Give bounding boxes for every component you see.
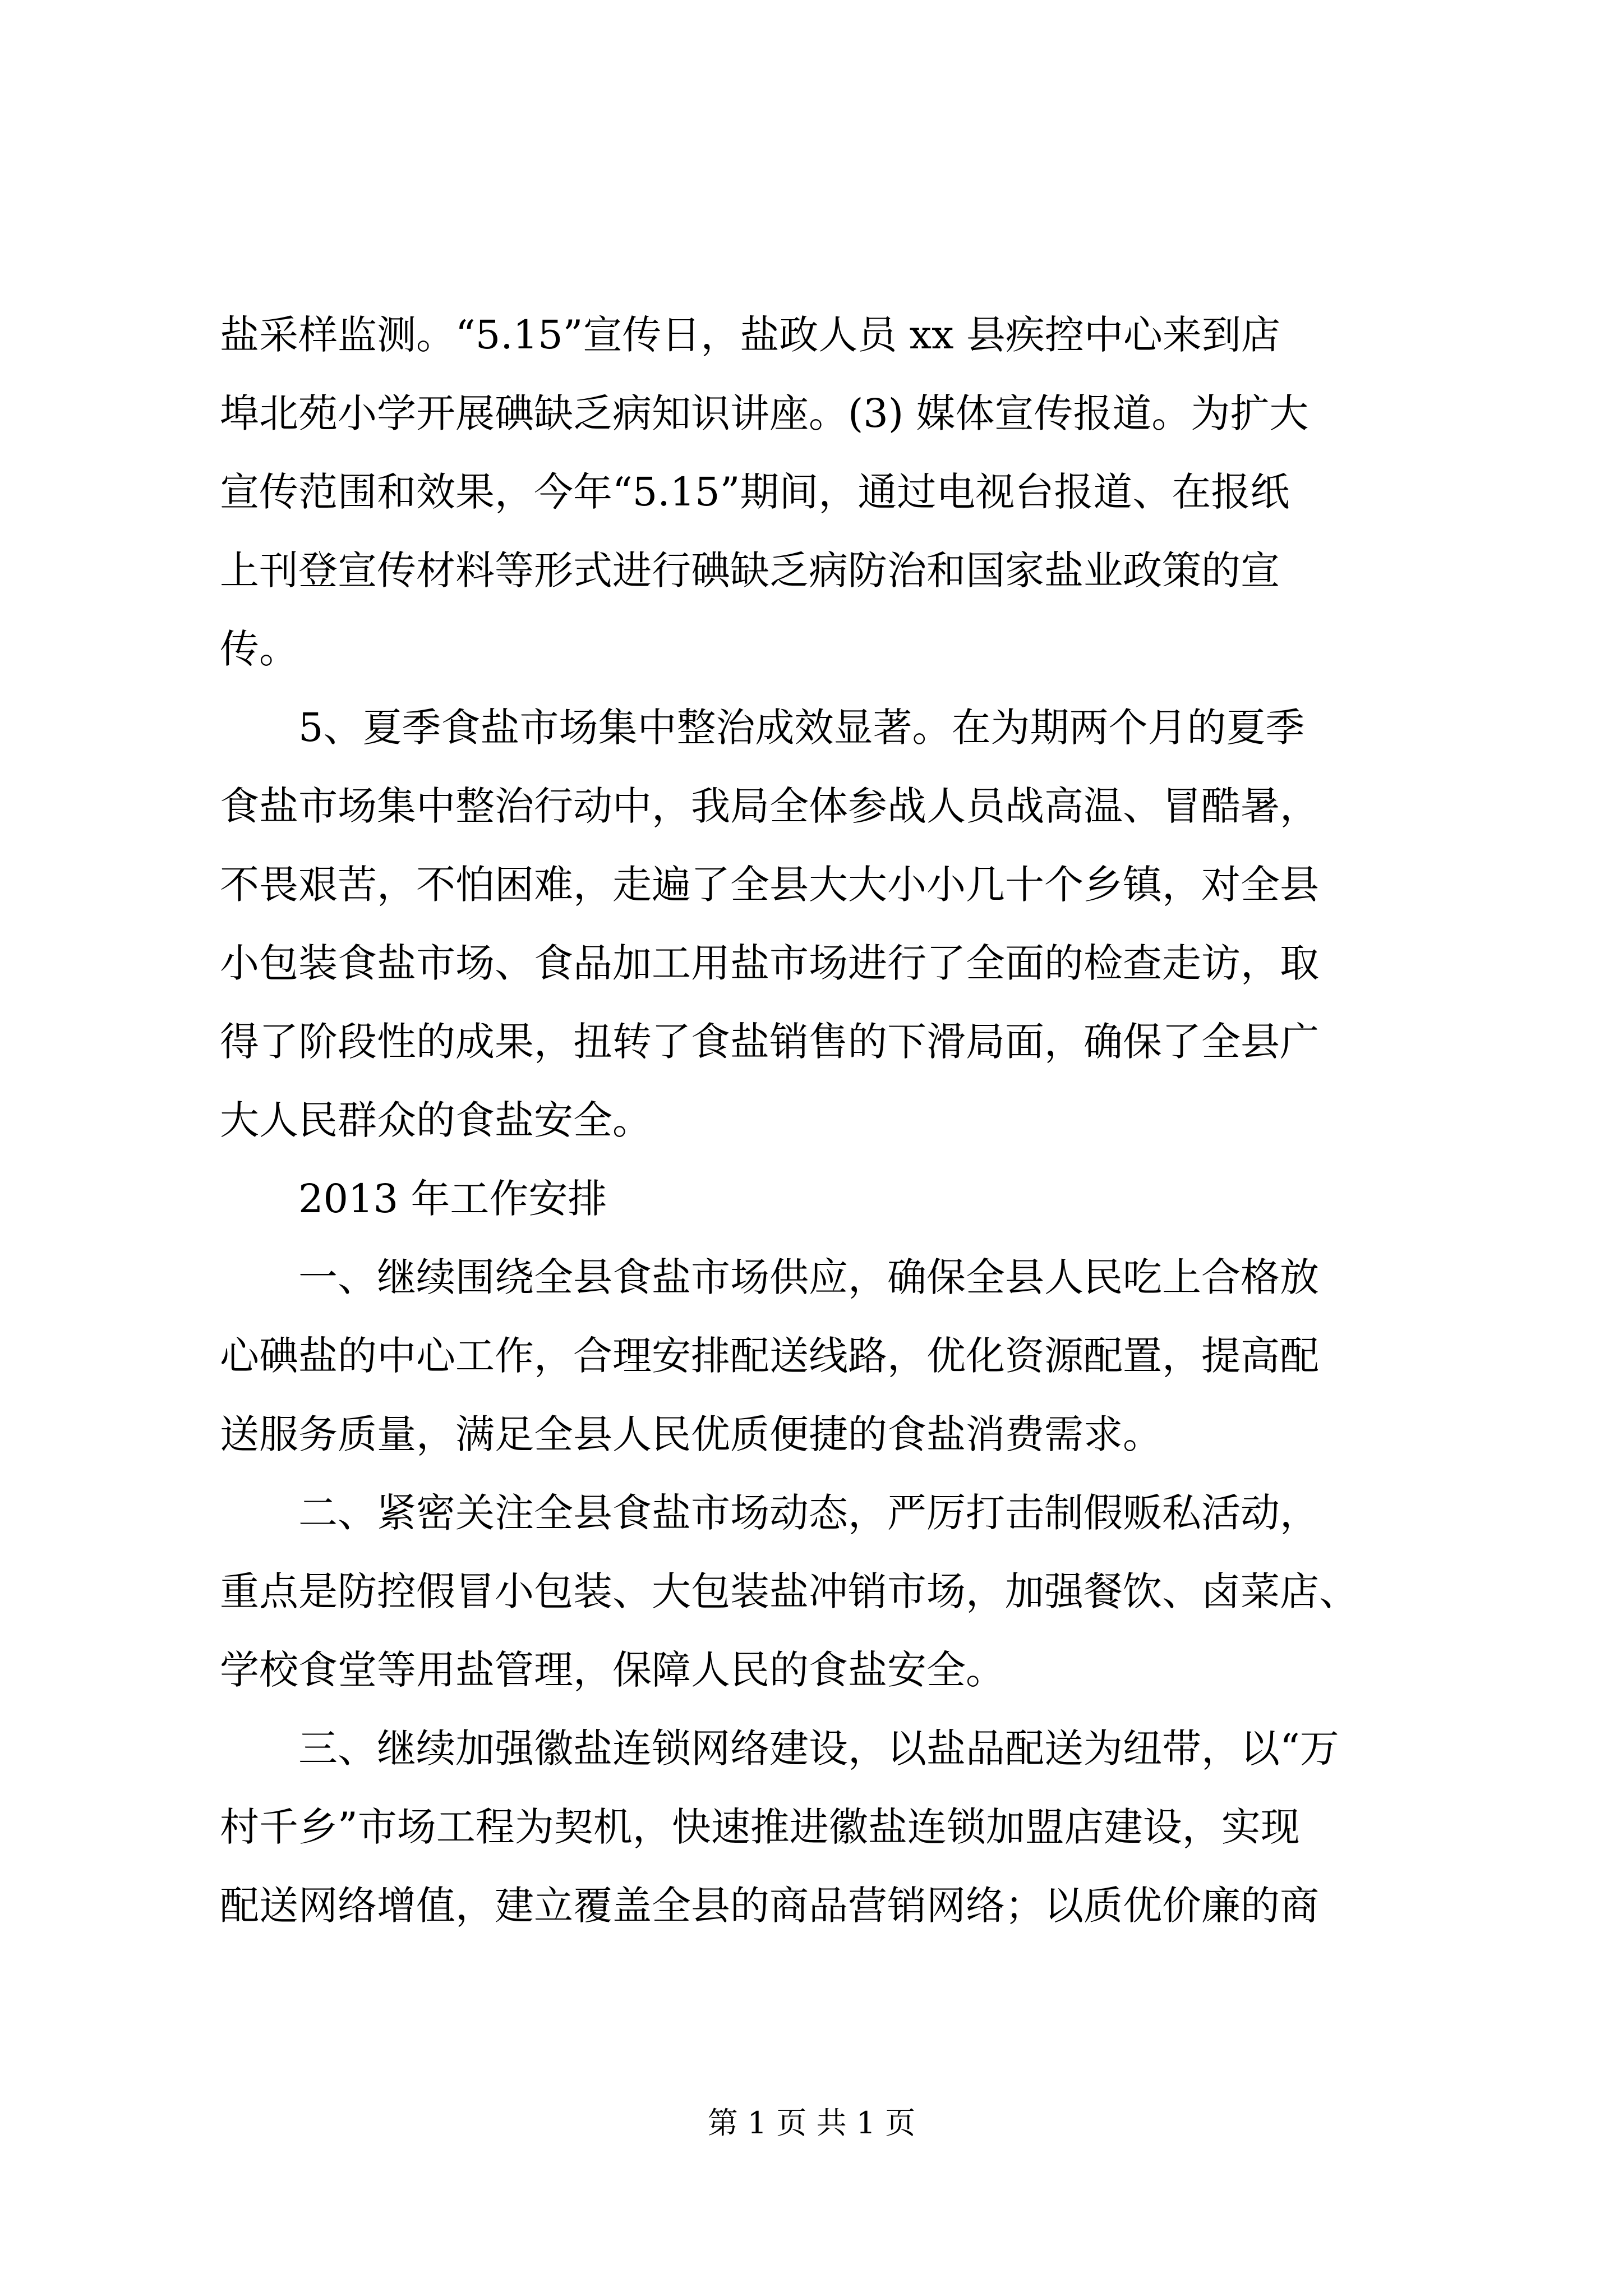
text-line: 三、继续加强徽盐连锁网络建设，以盐品配送为纽带，以“万 bbox=[220, 1726, 1339, 1772]
text-line: 大人民群众的食盐安全。 bbox=[220, 1097, 652, 1143]
text-line: 村千乡”市场工程为契机，快速推进徽盐连锁加盟店建设，实现 bbox=[220, 1804, 1300, 1850]
text-line: 宣传范围和效果，今年“5.15”期间，通过电视台报道、在报纸 bbox=[220, 469, 1290, 515]
document-body bbox=[220, 296, 1442, 1945]
text-line: 学校食堂等用盐管理，保障人民的食盐安全。 bbox=[220, 1647, 1005, 1693]
text-line: 送服务质量，满足全县人民优质便捷的食盐消费需求。 bbox=[220, 1411, 1162, 1457]
text-line: 心碘盐的中心工作，合理安排配送线路，优化资源配置，提高配 bbox=[220, 1333, 1319, 1379]
text-line: 小包装食盐市场、食品加工用盐市场进行了全面的检查走访，取 bbox=[220, 940, 1319, 986]
text-line: 盐采样监测。“5.15”宣传日，盐政人员 xx 县疾控中心来到店 bbox=[220, 312, 1280, 358]
text-line: 二、紧密关注全县食盐市场动态，严厉打击制假贩私活动， bbox=[220, 1490, 1319, 1536]
text-line: 不畏艰苦，不怕困难，走遍了全县大大小小几十个乡镇，对全县 bbox=[220, 862, 1319, 908]
text-line: 一、继续围绕全县食盐市场供应，确保全县人民吃上合格放 bbox=[220, 1254, 1319, 1300]
text-line: 传。 bbox=[220, 626, 298, 672]
page-number-footer: 第 1 页 共 1 页 bbox=[707, 2105, 916, 2141]
text-line: 重点是防控假冒小包装、大包装盐冲销市场，加强餐饮、卤菜店、 bbox=[220, 1568, 1358, 1614]
text-line: 埠北苑小学开展碘缺乏病知识讲座。(3) 媒体宣传报道。为扩大 bbox=[220, 390, 1309, 436]
text-line: 上刊登宣传材料等形式进行碘缺乏病防治和国家盐业政策的宣 bbox=[220, 547, 1280, 593]
text-line: 5、夏季食盐市场集中整治成效显著。在为期两个月的夏季 bbox=[220, 705, 1305, 751]
text-line: 配送网络增值，建立覆盖全县的商品营销网络；以质优价廉的商 bbox=[220, 1883, 1319, 1929]
text-line: 食盐市场集中整治行动中，我局全体参战人员战高温、冒酷暑， bbox=[220, 783, 1319, 829]
section-heading: 2013 年工作安排 bbox=[220, 1176, 607, 1222]
text-line: 得了阶段性的成果，扭转了食盐销售的下滑局面，确保了全县广 bbox=[220, 1019, 1319, 1065]
